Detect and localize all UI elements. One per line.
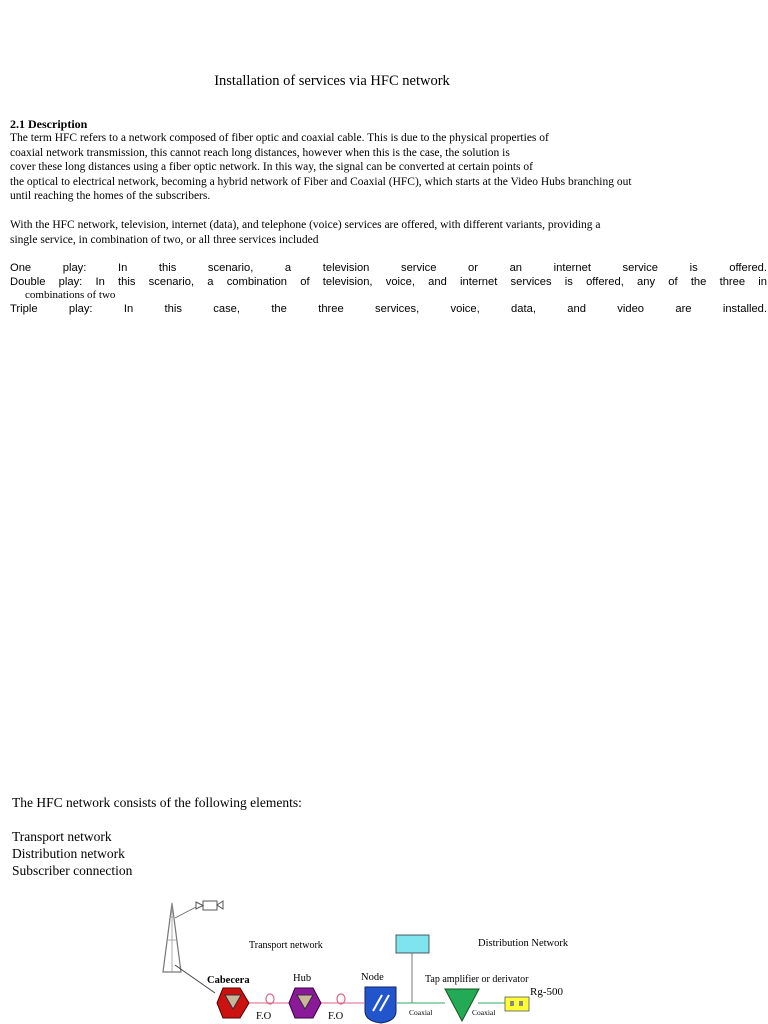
services-paragraph xyxy=(10,218,601,247)
plays-list xyxy=(10,261,767,316)
cabecera-icon xyxy=(217,988,249,1018)
rg500-label: Rg-500 xyxy=(530,986,563,998)
distribution-box-icon xyxy=(396,935,429,953)
rg500-icon xyxy=(505,997,529,1011)
description-line: coaxial network transmission, this cannot reach long distances, however when this is the case, the solution is xyxy=(10,146,510,159)
fiber-optic-label: F.O xyxy=(256,1011,272,1022)
section-heading: 2.1 Description xyxy=(10,117,88,131)
description-line: the optical to electrical network, becoming a hybrid network of Fiber and Coaxial (HFC), which starts at the Video Hubs branching out xyxy=(10,175,632,188)
coaxial-label: Coaxial xyxy=(472,1008,496,1017)
elements-section xyxy=(12,794,302,879)
double-play-text: Double play: In this scenario, a combination of television, voice, and internet services is offered, any of the three in xyxy=(10,276,767,288)
services-line: single service, in combination of two, or all three services included xyxy=(10,233,319,246)
camera-icon xyxy=(175,901,223,918)
description-line: cover these long distances using a fiber optic network. In this way, the signal can be converted at certain points of xyxy=(10,161,533,174)
triple-play-text: Triple play: In this case, the three services, voice, data, and video are installed. xyxy=(10,303,767,315)
description-line: The term HFC refers to a network composed of fiber optic and coaxial cable. This is due to the physical properties of xyxy=(10,132,549,144)
description-line: until reaching the homes of the subscribers. xyxy=(10,190,211,203)
page-title: Installation of services via HFC network xyxy=(214,73,450,89)
services-line: With the HFC network, television, internet (data), and telephone (voice) services are offered, with different variants, providing a xyxy=(10,219,601,231)
element-item: Subscriber connection xyxy=(12,863,133,878)
coaxial-label: Coaxial xyxy=(409,1008,433,1017)
fiber-optic-label: F.O xyxy=(328,1011,344,1022)
node-label: Node xyxy=(361,972,384,983)
element-item: Distribution network xyxy=(12,846,125,861)
description-paragraph xyxy=(10,131,632,204)
transport-network-label: Transport network xyxy=(249,940,323,951)
cabecera-label: Cabecera xyxy=(207,975,250,986)
elements-intro: The HFC network consists of the following elements: xyxy=(12,795,302,810)
node-icon xyxy=(365,987,396,1023)
one-play-text: One play: In this scenario, a television service or an internet service is offered. xyxy=(10,262,767,274)
distribution-network-label: Distribution Network xyxy=(478,938,569,949)
hub-icon xyxy=(289,988,321,1018)
hub-label: Hub xyxy=(293,973,312,984)
element-item: Transport network xyxy=(12,829,112,844)
double-play-continuation: combinations of two xyxy=(25,289,116,301)
tap-label: Tap amplifier or derivator xyxy=(425,974,529,985)
hfc-network-diagram xyxy=(155,895,630,1024)
